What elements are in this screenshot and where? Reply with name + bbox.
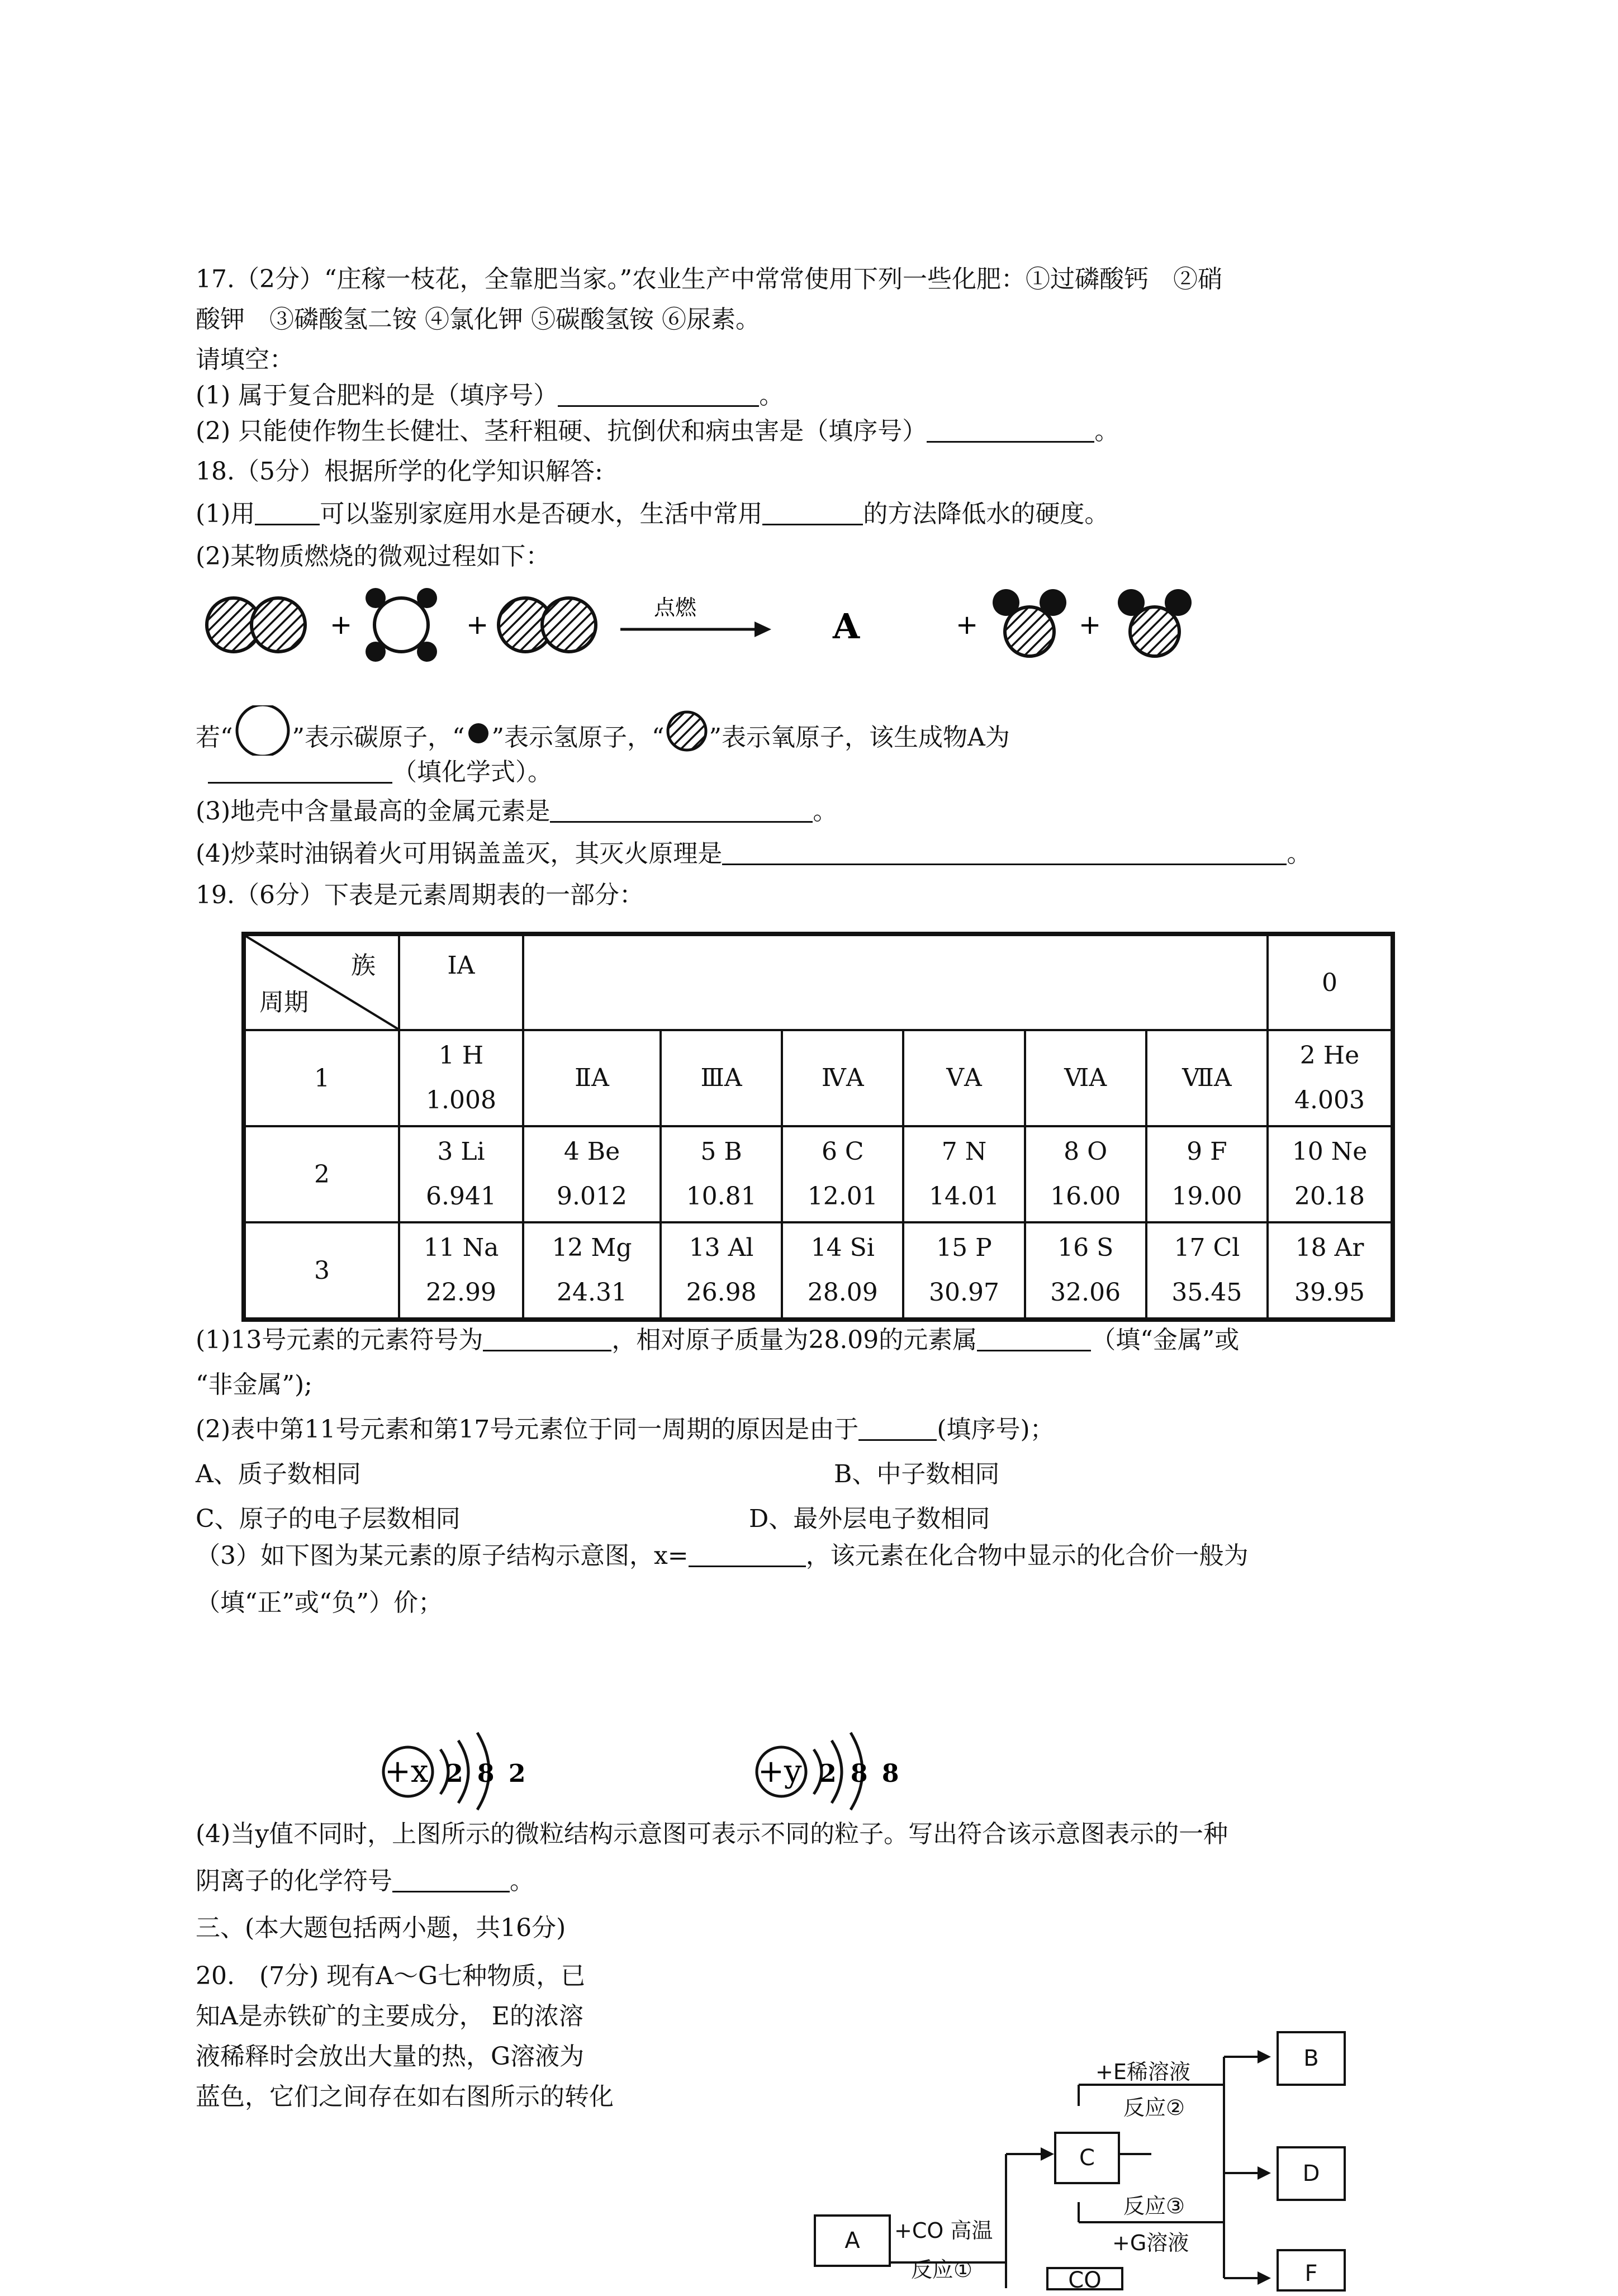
table-corner: [244, 934, 399, 1030]
water-molecule: [993, 589, 1066, 656]
q18-legend-b: ”表示碳原子，“: [292, 723, 465, 752]
element-cell: [661, 1030, 782, 1126]
flow-box-co: CO: [1046, 2267, 1123, 2290]
element-cell: [661, 1222, 782, 1320]
element-cell: [399, 1126, 523, 1222]
element-cell: [1025, 1126, 1146, 1222]
q20-line4: 蓝色，它们之间存在如右图所示的转化: [196, 2082, 614, 2111]
q19-sub4-cont: [196, 1865, 534, 1898]
element-info: 30.97: [928, 1278, 999, 1307]
element-info: 1.008: [426, 1086, 496, 1114]
q18-legend: [196, 705, 1010, 763]
q18-sub1-a: (1)用: [196, 500, 255, 528]
element-cell: [523, 1126, 661, 1222]
answer-blank[interactable]: [762, 498, 863, 525]
element-cell: [1025, 1222, 1146, 1320]
arrow-head-icon: [755, 622, 771, 637]
q19-sub3-b: ，该元素在化合物中显示的化合价一般为: [805, 1541, 1249, 1570]
element-info: 10 Ne: [1292, 1137, 1368, 1166]
q18-legend-a: 若“: [196, 723, 233, 752]
q19-sub1-c: （填“金属”或: [1091, 1326, 1240, 1354]
q18-sub1: [196, 497, 1109, 531]
element-info: 22.99: [426, 1278, 496, 1307]
product-a: A: [833, 606, 860, 647]
element-cell: [523, 1030, 661, 1126]
element-info: 28.09: [807, 1278, 878, 1307]
group-header-spacer: [523, 934, 1268, 1030]
flow-box-a: A: [814, 2214, 891, 2267]
plus-sign: +: [1079, 609, 1102, 641]
q17-sub1-text: (1) 属于复合肥料的是（填序号）: [196, 381, 558, 410]
electron-shells-x: 2 8 2: [446, 1759, 526, 1788]
period: 。: [1094, 417, 1119, 445]
q20-line1: 20. (7分) 现有A～G七种物质，已: [196, 1962, 586, 1990]
reaction-diagram: [196, 576, 1202, 676]
table-row: [244, 1126, 1393, 1222]
q19-sub1-b: ，相对原子质量为28.09的元素属: [611, 1326, 978, 1354]
electron-shells-y: 2 8 8: [819, 1759, 899, 1788]
group-label: ⅤA: [946, 1064, 982, 1092]
group-label: ⅦA: [1182, 1064, 1232, 1092]
q17-line1: 17.（2分）“庄稼一枝花，全靠肥当家。”农业生产中常常使用下列一些化肥：①过磷酸钙 ②硝: [196, 265, 1222, 293]
choice-d[interactable]: D、最外层电子数相同: [749, 1505, 990, 1533]
q17-line3: 请填空：: [196, 345, 294, 374]
element-info: 4 Be: [563, 1137, 620, 1166]
periodic-table: [241, 932, 1395, 1322]
q18-sub4-text: (4)炒菜时油锅着火可用锅盖盖灭，其灭火原理是: [196, 839, 723, 868]
period: 。: [759, 381, 784, 410]
corner-group-label: 族: [351, 951, 376, 980]
q18-legend-line2: [196, 756, 552, 789]
group-label: ⅣA: [821, 1064, 864, 1092]
group-label: ⅥA: [1064, 1064, 1107, 1092]
q20-line3: 液稀释时会放出大量的热，G溶液为: [196, 2042, 585, 2071]
element-info: 16 S: [1057, 1234, 1114, 1262]
element-info: 6 C: [821, 1137, 864, 1166]
group-ia-header: [399, 934, 523, 1030]
element-cell: [782, 1222, 903, 1320]
reaction-condition: 点燃: [654, 595, 697, 620]
q17-sub1: [196, 379, 784, 412]
period: 。: [1287, 839, 1312, 868]
q18-legend-e: （填化学式）。: [392, 758, 552, 786]
q18-sub1-c: 的方法降低水的硬度。: [863, 500, 1109, 528]
choice-a[interactable]: A、质子数相同: [196, 1460, 361, 1488]
flow-box-c: C: [1054, 2132, 1120, 2184]
element-info: 19.00: [1171, 1182, 1242, 1211]
element-cell: [399, 1030, 523, 1126]
element-info: 26.98: [686, 1278, 757, 1307]
table-row: [244, 1222, 1393, 1320]
q19-sub1-cont: “非金属”);: [196, 1370, 312, 1399]
element-cell: [523, 1222, 661, 1320]
atom-structure-diagram-y: [748, 1710, 949, 1811]
answer-blank[interactable]: [558, 379, 759, 407]
q19-sub2: [196, 1413, 1055, 1446]
element-info: 6.941: [426, 1182, 496, 1211]
group-label: ⅡA: [575, 1064, 609, 1092]
element-cell: [903, 1030, 1024, 1126]
group-label: ⅢA: [700, 1064, 742, 1092]
answer-blank[interactable]: [722, 838, 1287, 865]
element-info: 2 He: [1299, 1041, 1360, 1070]
condition-1-top: +CO 高温: [894, 2218, 993, 2243]
q18-sub4: [196, 837, 1311, 871]
q18-sub3: [196, 795, 837, 828]
q19-sub2-end: (填序号)；: [937, 1415, 1055, 1444]
answer-blank[interactable]: [392, 1865, 510, 1892]
element-cell: [399, 1222, 523, 1320]
q18-sub3-text: (3)地壳中含量最高的金属元素是: [196, 797, 551, 826]
answer-blank[interactable]: [689, 1540, 806, 1567]
q19-title: 19.（6分）下表是元素周期表的一部分：: [196, 881, 644, 909]
group-ia-label: IA: [447, 951, 475, 980]
answer-blank[interactable]: [208, 756, 392, 784]
element-info: 11 Na: [423, 1234, 499, 1262]
q20-line2: 知A是赤铁矿的主要成分， E的浓溶: [196, 2002, 583, 2031]
group-0-label: 0: [1322, 968, 1337, 997]
element-info: 9 F: [1187, 1137, 1227, 1166]
element-cell: [782, 1126, 903, 1222]
flow-box-f: F: [1277, 2249, 1346, 2292]
q19-sub3: [196, 1539, 1249, 1573]
q17-line2: 酸钾 ③磷酸氢二铵 ④氯化钾 ⑤碳酸氢铵 ⑥尿素。: [196, 305, 760, 334]
answer-blank[interactable]: [927, 415, 1094, 443]
period-number-cell: 1: [244, 1030, 399, 1126]
q18-legend-c: ”表示氢原子，“: [491, 723, 665, 752]
group-0-header: [1268, 934, 1393, 1030]
q18-sub1-b: 可以鉴别家庭用水是否硬水，生活中常用: [320, 500, 763, 528]
q18-title: 18.（5分）根据所学的化学知识解答:: [196, 457, 603, 486]
nucleus-x: +x: [385, 1753, 429, 1790]
element-cell: [1146, 1030, 1268, 1126]
element-info: 5 B: [700, 1137, 742, 1166]
element-info: 16.00: [1050, 1182, 1121, 1211]
element-info: 15 P: [936, 1234, 992, 1262]
element-info: 24.31: [557, 1278, 627, 1307]
q19-sub1: [196, 1323, 1239, 1357]
element-info: 4.003: [1294, 1086, 1365, 1114]
q19-sub2-text: (2)表中第11号元素和第17号元素位于同一周期的原因是由于: [196, 1415, 859, 1444]
element-info: 13 Al: [689, 1234, 754, 1262]
choice-b[interactable]: B、中子数相同: [834, 1460, 1000, 1488]
element-cell: [1268, 1222, 1393, 1320]
carbon-atom-icon: [233, 705, 292, 756]
q18-sub2: (2)某物质燃烧的微观过程如下：: [196, 542, 551, 571]
q17-sub2-text: (2) 只能使作物生长健壮、茎秆粗硬、抗倒伏和病虫害是（填序号）: [196, 417, 927, 445]
q19-sub1-a: (1)13号元素的元素符号为: [196, 1326, 483, 1354]
q19-sub4: (4)当y值不同时，上图所示的微粒结构示意图可表示不同的粒子。写出符合该示意图表示的一种: [196, 1820, 1228, 1848]
plus-sign: +: [466, 609, 489, 641]
period: 。: [510, 1867, 534, 1895]
plus-sign: +: [330, 609, 353, 641]
oxygen-molecule: [207, 598, 305, 652]
element-info: 18 Ar: [1295, 1234, 1364, 1262]
methane-molecule: [366, 588, 437, 662]
element-info: 14.01: [928, 1182, 999, 1211]
q19-sub3-cont: （填“正”或“负”）价；: [196, 1588, 443, 1617]
element-info: 32.06: [1050, 1278, 1121, 1307]
answer-blank[interactable]: [255, 498, 320, 525]
element-info: 8 O: [1064, 1137, 1108, 1166]
element-info: 39.95: [1294, 1278, 1365, 1307]
element-cell: [1025, 1030, 1146, 1126]
condition-3-bottom: +G溶液: [1112, 2231, 1189, 2255]
element-info: 9.012: [557, 1182, 627, 1211]
period-number-cell: 2: [244, 1126, 399, 1222]
corner-period-label: 周期: [259, 988, 309, 1017]
choice-c[interactable]: C、原子的电子层数相同: [196, 1505, 461, 1533]
element-cell: [1146, 1126, 1268, 1222]
flow-box-b: B: [1277, 2031, 1346, 2086]
element-cell: [1146, 1222, 1268, 1320]
q19-sub4-b: 阴离子的化学符号: [196, 1867, 392, 1895]
flow-box-d: D: [1277, 2146, 1346, 2201]
element-cell: [661, 1126, 782, 1222]
hydrogen-atom-icon: [465, 717, 492, 750]
element-info: 10.81: [686, 1182, 757, 1211]
element-cell: [782, 1030, 903, 1126]
element-info: 14 Si: [810, 1234, 875, 1262]
oxygen-molecule: [499, 598, 596, 652]
q17-sub2: [196, 415, 1119, 448]
condition-3-top: 反应③: [1123, 2194, 1185, 2218]
condition-1-bottom: 反应①: [911, 2257, 973, 2282]
element-info: 20.18: [1294, 1182, 1365, 1211]
oxygen-atom-icon: [665, 709, 709, 753]
table-row: [244, 1030, 1393, 1126]
element-info: 12 Mg: [552, 1234, 632, 1262]
answer-blank[interactable]: [483, 1324, 611, 1351]
element-cell: [903, 1222, 1024, 1320]
condition-2-bottom: 反应②: [1123, 2095, 1185, 2120]
element-info: 12.01: [807, 1182, 878, 1211]
element-info: 35.45: [1171, 1278, 1242, 1307]
q18-legend-d: ”表示氧原子，该生成物A为: [709, 723, 1010, 752]
section-heading: 三、(本大题包括两小题，共16分): [196, 1914, 566, 1942]
element-cell: [1268, 1030, 1393, 1126]
element-cell: [1268, 1126, 1393, 1222]
answer-blank[interactable]: [977, 1324, 1091, 1351]
element-cell: [903, 1126, 1024, 1222]
answer-blank[interactable]: [550, 795, 813, 823]
element-info: 3 Li: [437, 1137, 485, 1166]
condition-2-top: +E稀溶液: [1095, 2060, 1190, 2084]
water-molecule: [1118, 589, 1192, 656]
element-info: 1 H: [438, 1041, 484, 1070]
atom-structure-diagram-x: [374, 1710, 576, 1811]
element-info: 17 Cl: [1174, 1234, 1240, 1262]
nucleus-y: +y: [758, 1753, 802, 1790]
answer-blank[interactable]: [858, 1413, 937, 1441]
period-number-cell: 3: [244, 1222, 399, 1320]
q19-sub3-a: （3）如下图为某元素的原子结构示意图，x=: [196, 1541, 689, 1570]
element-info: 7 N: [941, 1137, 987, 1166]
period: 。: [813, 797, 838, 826]
plus-sign: +: [956, 609, 979, 641]
